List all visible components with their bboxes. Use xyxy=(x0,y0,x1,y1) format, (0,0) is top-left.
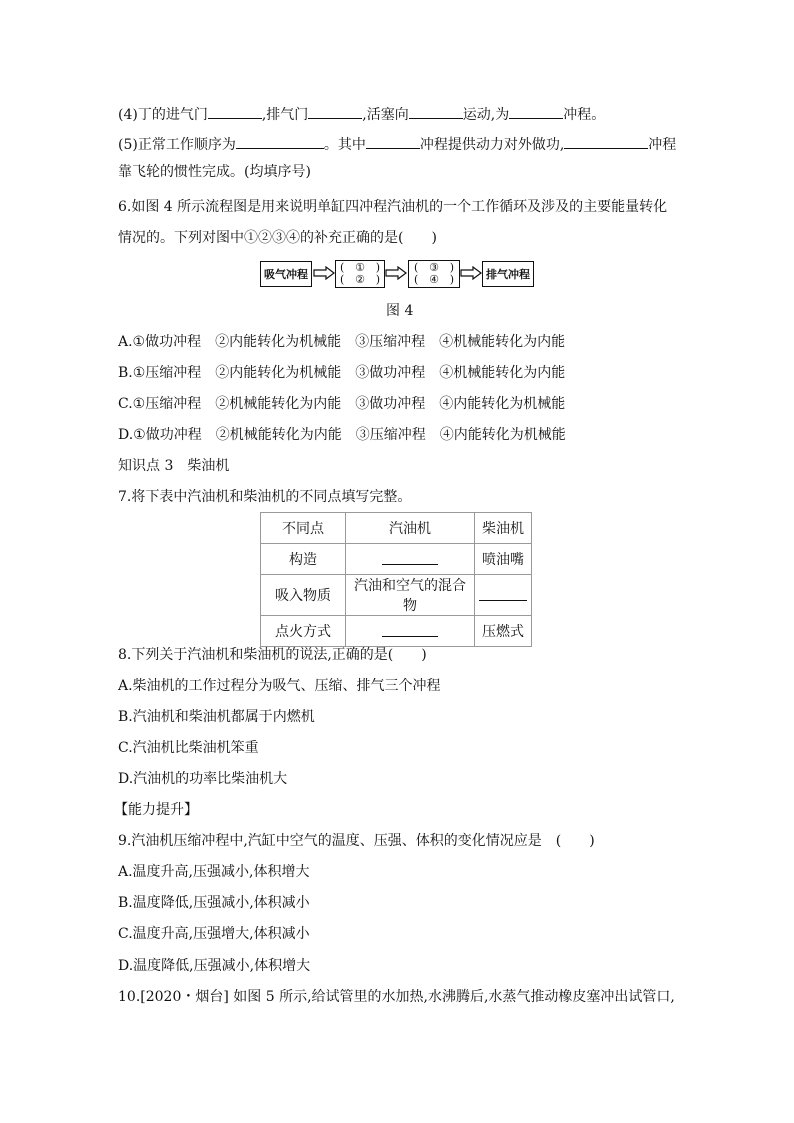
answer-blank[interactable] xyxy=(308,104,362,119)
q4-text-3: ,活塞向 xyxy=(362,107,409,123)
table-header-row xyxy=(261,513,532,544)
flow-box-intake xyxy=(260,261,312,287)
q5-line xyxy=(118,134,676,155)
q8-option-a[interactable]: A.柴油机的工作过程分为吸气、压缩、排气三个冲程 xyxy=(118,678,441,694)
q4-text-5: 冲程。 xyxy=(563,107,606,123)
table-cell: 构造 xyxy=(261,544,346,575)
table-cell: 压燃式 xyxy=(475,616,532,647)
q10-stem: 10.[2020・烟台] 如图 5 所示,给试管里的水加热,水沸腾后,水蒸气推动橡皮塞冲出试管口, xyxy=(118,989,675,1005)
flow-box-2-top: ( ① ) xyxy=(340,261,380,274)
table-row xyxy=(261,575,532,616)
answer-blank[interactable] xyxy=(564,134,648,149)
q8-option-c[interactable]: C.汽油机比柴油机笨重 xyxy=(118,740,259,756)
table-row xyxy=(261,544,532,575)
table-cell-blank[interactable] xyxy=(475,575,532,616)
flow-box-2 xyxy=(335,260,385,288)
flow-box-3 xyxy=(408,260,460,288)
table-cell: 点火方式 xyxy=(261,616,346,647)
q6-option-c[interactable]: C.①压缩冲程 ②机械能转化为内能 ③做功冲程 ④内能转化为机械能 xyxy=(118,396,566,412)
flow-box-exhaust-label: 排气冲程 xyxy=(486,268,530,281)
q8-option-d[interactable]: D.汽油机的功率比柴油机大 xyxy=(118,771,288,787)
flow-arrow-3 xyxy=(460,266,482,280)
q8-option-b[interactable]: B.汽油机和柴油机都属于内燃机 xyxy=(118,709,315,725)
answer-blank[interactable] xyxy=(382,550,438,565)
flow-box-3-bottom: ( ④ ) xyxy=(414,273,454,286)
q4-text-2: ,排气门 xyxy=(261,107,309,123)
section-heading: 知识点 3 柴油机 xyxy=(118,458,230,474)
q6-option-d[interactable]: D.①做功冲程 ②机械能转化为内能 ③压缩冲程 ④内能转化为机械能 xyxy=(118,427,566,443)
q5-text-4: 冲程 xyxy=(648,137,677,153)
table-header: 不同点 xyxy=(261,513,346,544)
table-cell: 汽油和空气的混合物 xyxy=(346,575,475,616)
figure-caption: 图 4 xyxy=(386,303,414,319)
answer-blank[interactable] xyxy=(409,104,463,119)
table-header: 柴油机 xyxy=(475,513,532,544)
q7-stem: 7.将下表中汽油机和柴油机的不同点填写完整。 xyxy=(118,489,412,505)
q5-text-2: 。其中 xyxy=(323,137,366,153)
flow-box-exhaust xyxy=(482,261,534,287)
q8-stem: 8.下列关于汽油机和柴油机的说法,正确的是( ) xyxy=(118,647,427,663)
table-cell: 喷油嘴 xyxy=(475,544,532,575)
q6-option-b[interactable]: B.①压缩冲程 ②内能转化为机械能 ③做功冲程 ④机械能转化为内能 xyxy=(118,365,566,381)
q9-option-b[interactable]: B.温度降低,压强减小,体积减小 xyxy=(118,895,310,911)
q6-option-a[interactable]: A.①做功冲程 ②内能转化为机械能 ③压缩冲程 ④机械能转化为内能 xyxy=(118,334,566,350)
answer-blank[interactable] xyxy=(236,134,324,149)
section-heading-ability: 【能力提升】 xyxy=(114,802,198,818)
q9-stem: 9.汽油机压缩冲程中,汽缸中空气的温度、压强、体积的变化情况应是 ( ) xyxy=(118,833,595,849)
answer-blank[interactable] xyxy=(382,622,438,637)
q4-text-1: (4)丁的进气门 xyxy=(118,107,208,123)
flow-box-intake-label: 吸气冲程 xyxy=(264,268,308,281)
q9-option-c[interactable]: C.温度升高,压强增大,体积减小 xyxy=(118,926,310,942)
q5-line-2: 靠飞轮的惯性完成。(均填序号) xyxy=(118,164,311,180)
table-header: 汽油机 xyxy=(346,513,475,544)
table-cell-blank[interactable] xyxy=(346,616,475,647)
flow-box-3-top: ( ③ ) xyxy=(414,261,454,274)
flow-arrow-1 xyxy=(313,266,335,280)
q4-text-4: 运动,为 xyxy=(462,107,510,123)
q4-line xyxy=(118,104,605,125)
answer-blank[interactable] xyxy=(366,134,420,149)
table-cell: 吸入物质 xyxy=(261,575,346,616)
answer-blank[interactable] xyxy=(208,104,262,119)
answer-blank[interactable] xyxy=(509,104,563,119)
q9-option-a[interactable]: A.温度升高,压强减小,体积增大 xyxy=(118,864,310,880)
table-cell-blank[interactable] xyxy=(346,544,475,575)
q5-text-3: 冲程提供动力对外做功, xyxy=(419,137,565,153)
q9-option-d[interactable]: D.温度降低,压强减小,体积增大 xyxy=(118,958,311,974)
q6-stem-1: 6.如图 4 所示流程图是用来说明单缸四冲程汽油机的一个工作循环及涉及的主要能量转化 xyxy=(118,199,668,215)
comparison-table xyxy=(260,512,532,647)
answer-blank[interactable] xyxy=(479,586,527,601)
q6-stem-2: 情况的。下列对图中①②③④的补充正确的是( ) xyxy=(118,230,437,246)
flow-box-2-bottom: ( ② ) xyxy=(340,273,380,286)
table-row xyxy=(261,616,532,647)
q5-text-1: (5)正常工作顺序为 xyxy=(118,137,236,153)
flow-arrow-2 xyxy=(385,266,407,280)
